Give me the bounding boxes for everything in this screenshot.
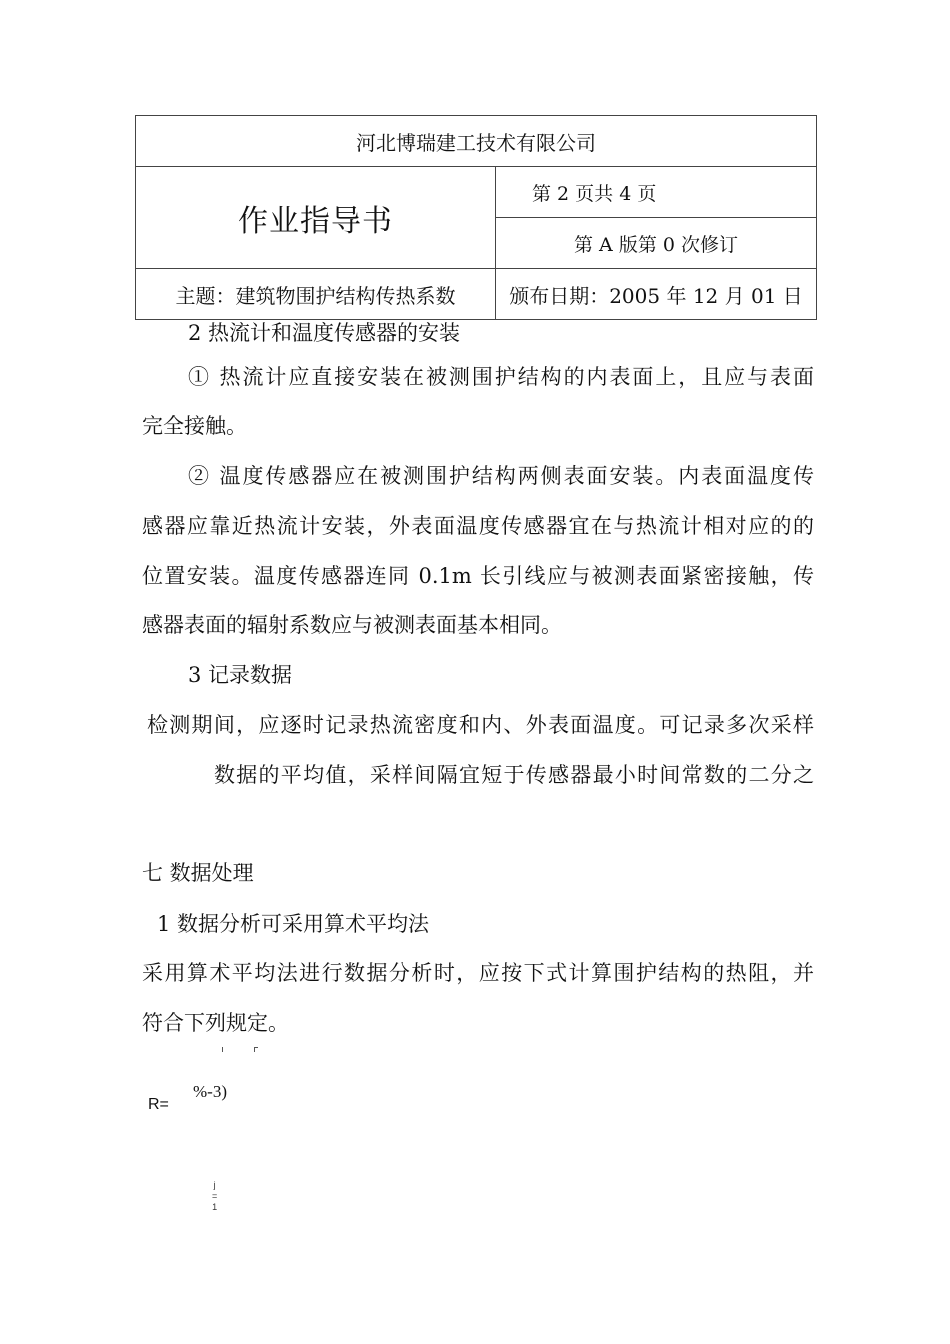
- formula-tick-mark: [254, 1047, 258, 1048]
- company-name: 河北博瑞建工技术有限公司: [136, 116, 817, 167]
- paragraph-2-line-1: ② 温度传感器应在被测围护结构两侧表面安装。内表面温度传: [188, 464, 814, 488]
- paragraph-2-line-2: 感器应靠近热流计安装，外表面温度传感器宜在与热流计相对应的的: [142, 514, 814, 538]
- revision-info: 第 A 版第 0 次修订: [496, 218, 817, 269]
- summation-equals: =: [212, 1191, 218, 1201]
- paragraph-4-line-2: 符合下列规定。: [142, 1011, 289, 1035]
- section-7-1-title: 1 数据分析可采用算术平均法: [157, 912, 430, 936]
- issue-date: 颁布日期：2005 年 12 月 01 日: [496, 269, 817, 320]
- subject: 主题：建筑物围护结构传热系数: [136, 269, 496, 320]
- section-7-title: 七 数据处理: [142, 861, 254, 885]
- paragraph-3-line-2: 数据的平均值，采样间隔宜短于传感器最小时间常数的二分之: [214, 763, 814, 787]
- paragraph-2-line-3: 位置安装。温度传感器连同 0.1m 长引线应与被测表面紧密接触，传: [142, 564, 814, 588]
- page-info: 第 2 页共 4 页: [496, 167, 817, 218]
- summation-limits: [212, 1180, 217, 1213]
- section-2-title: 2 热流计和温度传感器的安装: [188, 321, 461, 345]
- paragraph-3-line-1: 检测期间，应逐时记录热流密度和内、外表面温度。可记录多次采样: [147, 713, 814, 737]
- document-title: 作业指导书: [136, 167, 496, 269]
- paragraph-1-line-2: 完全接触。: [142, 414, 247, 438]
- summation-index: j: [213, 1180, 216, 1190]
- summation-start: 1: [212, 1202, 218, 1212]
- formula-label: R=: [148, 1096, 169, 1113]
- section-3-title: 3 记录数据: [188, 663, 293, 687]
- document-header-table: [135, 115, 817, 320]
- formula-fraction: %-3): [193, 1082, 227, 1101]
- formula-tick-mark: [222, 1047, 223, 1052]
- paragraph-1-line-1: ① 热流计应直接安装在被测围护结构的内表面上，且应与表面: [188, 365, 814, 389]
- paragraph-4-line-1: 采用算术平均法进行数据分析时，应按下式计算围护结构的热阻，并: [142, 961, 814, 985]
- paragraph-2-line-4: 感器表面的辐射系数应与被测表面基本相同。: [142, 613, 562, 637]
